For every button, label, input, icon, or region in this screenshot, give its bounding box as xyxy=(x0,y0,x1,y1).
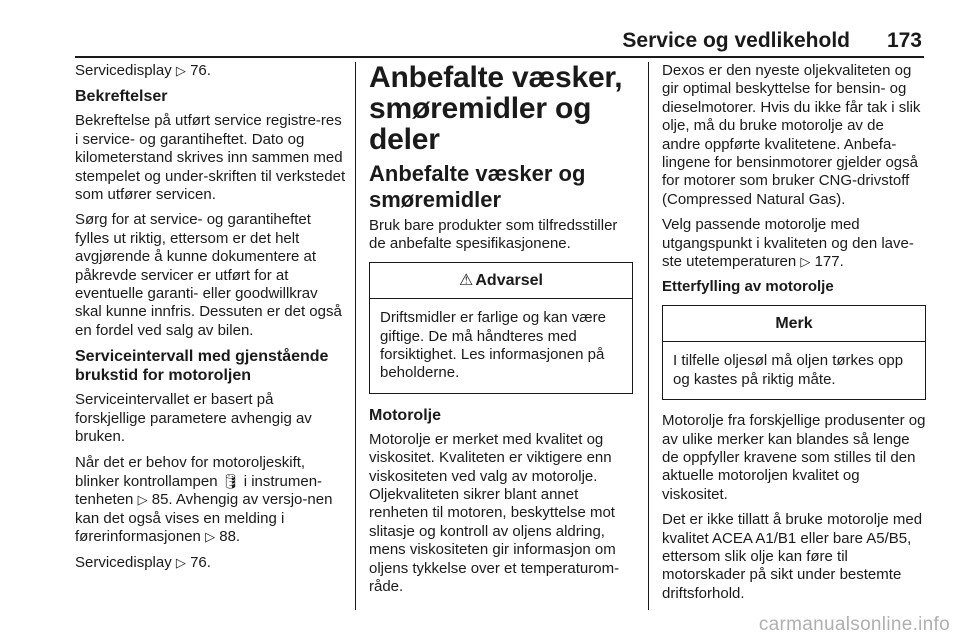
heading-service-interval: Serviceintervall med gjenstående brukstid for motoroljen xyxy=(75,348,329,385)
warning-icon: ⚠ xyxy=(459,271,474,289)
warning-box xyxy=(369,262,633,394)
page-title: Service og vedlikehold xyxy=(622,29,850,52)
header-divider xyxy=(75,56,924,58)
page-link[interactable]: 88. xyxy=(219,528,241,546)
paragraph: Motorolje er merket med kvalitet og viskositet. Kvaliteten er viktigere enn viskositeten ved valg av motorolje. Oljekvaliteten sikrer blant annet renheten til motoren, beskyttelse mot slitasje og kontroll av oljens aldring, mens viskositeten gir informasjon om oljens tykkelse over et temperaturom-råde. xyxy=(369,430,620,596)
paragraph: Bruk bare produkter som tilfredsstiller de anbefalte spesifikasjonene. xyxy=(369,217,618,253)
paragraph: Bekreftelse på utført service registre-res i service- og garantiheftet. Dato og kilometerstand skrives inn sammen med stempelet og under-skriften til verkstedet som utfører servicen. xyxy=(75,112,346,204)
note-label: Merk xyxy=(663,306,925,342)
note-text: I tilfelle oljesøl må oljen tørkes opp og kastes på riktig måte. xyxy=(673,352,904,388)
paragraph-oil-selection: Velg passende motorolje med utgangspunkt i kvaliteten og den lave-ste utetemperaturen ▷ 177. xyxy=(662,216,914,271)
page-link[interactable]: 85. Avhengig av versjo-nen kan det også vises en melding i førerinformasjonen xyxy=(75,491,333,546)
warning-header xyxy=(370,263,632,299)
page-link[interactable]: 76. xyxy=(190,62,211,79)
paragraph: Serviceintervallet er basert på forskjellige parametere avhengig av bruken. xyxy=(75,391,312,446)
oil-lamp-icon: 🛢 xyxy=(221,472,240,489)
heading-oil-refill: Etterfylling av motorolje xyxy=(662,278,834,296)
xref-icon: ▷ xyxy=(800,254,811,270)
page-number: 173 xyxy=(886,29,922,52)
paragraph-oil-change: Når det er behov for motoroljeskift, blinker kontrollampen 🛢 i instrumen-tenheten ▷ 85. Avhengig av versjo-nen kan det også vises en melding i førerinformasjonen ▷ 88. xyxy=(75,453,333,546)
section-title: Anbefalte væsker, smøremidler og deler xyxy=(369,61,623,156)
paragraph: Sørg for at service- og garantiheftet fylles ut riktig, ettersom er det helt avgjørende å kunne dokumentere at påkrevde servicer er utført for at eventuelle garanti- eller goodwillkrav skal kunne innfris. Dessuten er det også en fordel ved salg av bilen. xyxy=(75,211,342,339)
column-divider-1 xyxy=(355,62,356,610)
heading-engine-oil: Motorolje xyxy=(369,406,441,424)
xref-icon: ▷ xyxy=(137,492,148,508)
page-header xyxy=(0,0,960,58)
paragraph: Motorolje fra forskjellige produsenter og av ulike merker kan blandes så lenge de oppfyller kravene som stilles til den aktuelle motoroljen kvalitet og viskositet. xyxy=(662,412,926,503)
watermark: carmanualsonline.info xyxy=(758,614,950,635)
heading-confirmations: Bekreftelser xyxy=(75,88,168,106)
page-link[interactable]: 177. xyxy=(814,253,844,271)
paragraph: Dexos er den nyeste oljekvaliteten og gir optimal beskyttelse for bensin- og dieselmotorer. Hvis du ikke får tak i slik olje, må du bruke motorolje av de andre oppførte kvalitetene. Anbefa-lingene for bensinmotorer gjelder også for motorer som bruker CNG-drivstoff (Compressed Natural Gas). xyxy=(662,62,921,208)
note-box xyxy=(662,305,926,400)
section-subtitle: Anbefalte væsker og smøremidler xyxy=(369,161,586,212)
column-2 xyxy=(369,62,633,604)
xref-icon: ▷ xyxy=(175,63,186,78)
column-3 xyxy=(662,62,926,610)
servicedisplay-ref: Servicedisplay ▷ 76. xyxy=(75,62,211,79)
page-link[interactable]: 76. xyxy=(190,553,211,571)
servicedisplay-ref: Servicedisplay ▷ 76. xyxy=(75,553,211,571)
paragraph: Det er ikke tillatt å bruke motorolje med kvalitet ACEA A1/B1 eller bare A5/B5, ettersom slik olje kan føre til motorskader på sikt under bestemte driftsforhold. xyxy=(662,511,923,602)
warning-text: Driftsmidler er farlige og kan være giftige. De må håndteres med forsiktighet. Les informasjonen på beholderne. xyxy=(380,309,606,382)
column-divider-2 xyxy=(648,62,649,610)
xref-icon: ▷ xyxy=(205,529,216,545)
xref-icon: ▷ xyxy=(175,554,186,570)
column-1 xyxy=(75,62,347,579)
warning-label: Advarsel xyxy=(475,271,543,289)
